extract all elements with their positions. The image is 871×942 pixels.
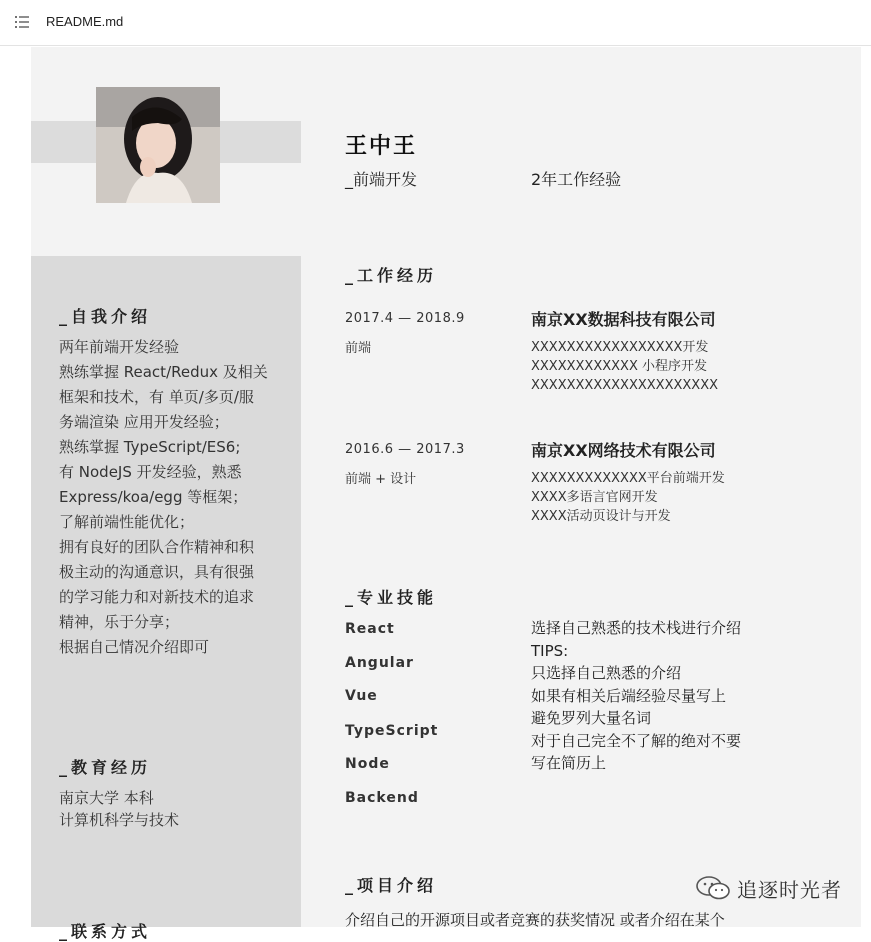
education-text bbox=[59, 787, 179, 831]
intro-line: 拥有良好的团队合作精神和积 bbox=[59, 538, 255, 556]
project-title: _项目介绍 bbox=[345, 876, 438, 895]
intro-text bbox=[59, 335, 268, 660]
project-text: 介绍自己的开源项目或者竞赛的获奖情况 或者介绍在某个 bbox=[345, 911, 725, 929]
intro-line: 务端渲染 应用开发经验； bbox=[59, 413, 229, 431]
skill-item: Angular bbox=[345, 655, 414, 671]
skills-tips bbox=[531, 617, 741, 775]
company-name: 南京XX网络技术有限公司 bbox=[531, 441, 716, 460]
job-details bbox=[531, 469, 725, 526]
job-detail-line: XXXX多语言官网开发 bbox=[531, 490, 658, 505]
job-role-title: _前端开发 bbox=[345, 170, 418, 189]
watermark bbox=[695, 874, 842, 902]
skill-item: Backend bbox=[345, 790, 419, 806]
education-line: 南京大学 本科 bbox=[59, 789, 154, 807]
job-date: 2016.6 — 2017.3 bbox=[345, 442, 465, 457]
tips-line: 避免罗列大量名词 bbox=[531, 709, 652, 727]
tips-line: 只选择自己熟悉的介绍 bbox=[531, 664, 682, 682]
job-role: 前端 + 设计 bbox=[345, 472, 417, 487]
job-detail-line: XXXXXXXXXXXXX平台前端开发 bbox=[531, 471, 725, 486]
job-detail-line: XXXXXXXXXXXXXXXXX开发 bbox=[531, 340, 709, 355]
wechat-icon bbox=[695, 875, 731, 901]
job-detail-line: XXXXXXXXXXXXXXXXXXXXX bbox=[531, 378, 719, 393]
tips-line: 选择自己熟悉的技术栈进行介绍 bbox=[531, 619, 742, 637]
intro-line: 熟练掌握 React/Redux 及相关 bbox=[59, 363, 268, 381]
skill-item: Vue bbox=[345, 688, 378, 704]
job-role: 前端 bbox=[345, 341, 372, 356]
watermark-text: 追逐时光者 bbox=[737, 877, 842, 902]
skills-title: _专业技能 bbox=[345, 588, 438, 607]
education-line: 计算机科学与技术 bbox=[59, 811, 180, 829]
skill-item: React bbox=[345, 621, 395, 637]
intro-line: 了解前端性能优化； bbox=[59, 513, 195, 531]
intro-line: 框架和技术，有 单页/多页/服 bbox=[59, 388, 254, 406]
intro-line: 极主动的沟通意识，具有很强 bbox=[59, 563, 255, 581]
intro-line: 精神，乐于分享； bbox=[59, 613, 180, 631]
tips-line: TIPS: bbox=[531, 641, 569, 660]
intro-line: 根据自己情况介绍即可 bbox=[59, 638, 210, 656]
avatar-photo bbox=[96, 87, 220, 203]
work-title: _工作经历 bbox=[345, 266, 438, 285]
intro-title: _自我介绍 bbox=[59, 307, 152, 326]
avatar bbox=[96, 87, 220, 203]
tips-line: 如果有相关后端经验尽量写上 bbox=[531, 686, 727, 705]
intro-line: Express/koa/egg 等框架； bbox=[59, 488, 248, 506]
intro-line: 有 NodeJS 开发经验，熟悉 bbox=[59, 463, 242, 481]
job-details bbox=[531, 338, 718, 395]
experience-years: 2年工作经验 bbox=[531, 170, 622, 189]
education-title: _教育经历 bbox=[59, 758, 152, 777]
tips-line: 对于自己完全不了解的绝对不要 bbox=[531, 731, 742, 750]
person-name: 王中王 bbox=[345, 134, 418, 159]
resume-document bbox=[31, 47, 861, 941]
company-name: 南京XX数据科技有限公司 bbox=[531, 310, 716, 329]
contact-title: _联系方式 bbox=[59, 922, 152, 941]
intro-line: 熟练掌握 TypeScript/ES6; bbox=[59, 438, 241, 456]
skill-item: Node bbox=[345, 756, 390, 772]
top-bar bbox=[0, 0, 871, 46]
intro-line: 的学习能力和对新技术的追求 bbox=[59, 588, 255, 606]
file-name: README.md bbox=[46, 14, 124, 29]
job-detail-line: XXXX活动页设计与开发 bbox=[531, 509, 671, 524]
tips-line: 写在简历上 bbox=[531, 754, 607, 772]
job-detail-line: XXXXXXXXXXXX 小程序开发 bbox=[531, 359, 708, 374]
job-date: 2017.4 — 2018.9 bbox=[345, 311, 465, 326]
skill-item: TypeScript bbox=[345, 723, 439, 739]
list-icon[interactable] bbox=[14, 14, 30, 30]
intro-line: 两年前端开发经验 bbox=[59, 338, 180, 356]
